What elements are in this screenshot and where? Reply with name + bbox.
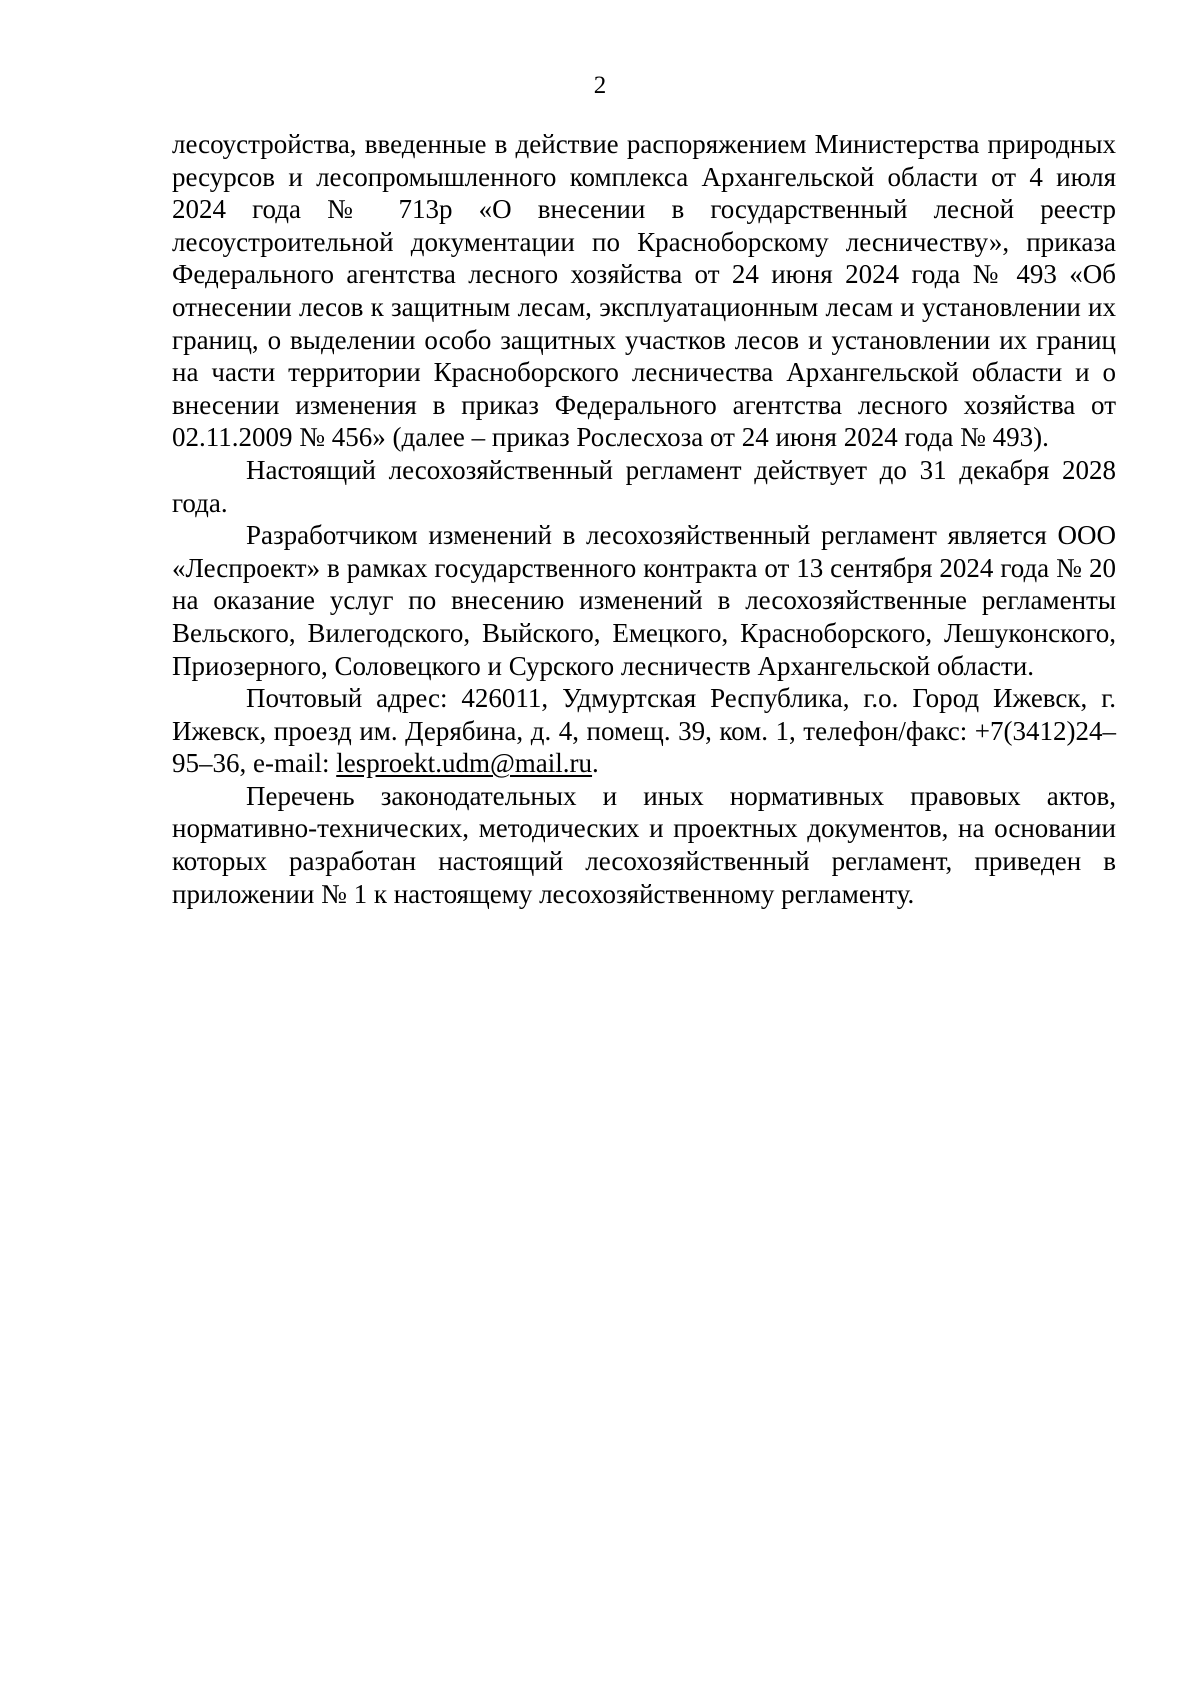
email-link[interactable]: lesproekt.udm@mail.ru <box>336 748 593 779</box>
page-number: 2 <box>593 72 607 99</box>
paragraph-developer: Разработчиком изменений в лесохозяйственный регламент является ООО «Леспроект» в рамках государственного контракта от 13 сентября 2024 года № 20 на оказание услуг по внесению изменений в лесохозяйственные регламенты Вельского, Вилегодского, Выйского, Емецкого, Красноборского, Лешуконского, Приозерного, Соловецкого и Сурского лесничеств Архангельской области. <box>172 520 1116 681</box>
paragraph-legal-basis-continuation: лесоустройства, введенные в действие распоряжением Министерства природных ресурсов и лесопромышленного комплекса Архангельской области от 4 июля 2024 года № 713р «О внесении в государственный лесной реестр лесоустроительной документации по Красноборскому лесничеству», приказа Федерального агентства лесного хозяйства от 24 июня 2024 года № 493 «Об отнесении лесов к защитным лесам, эксплуатационным лесам и установлении их границ, о выделении особо защитных участков лесов и установлении их границ на части территории Красноборского лесничества Архангельской области и о внесении изменения в приказ Федерального агентства лесного хозяйства от 02.11.2009 № 456» (далее – приказ Рослесхоза от 24 июня 2024 года № 493). <box>172 129 1116 453</box>
document-body <box>172 128 1116 910</box>
paragraph-validity-period: Настоящий лесохозяйственный регламент действует до 31 декабря 2028 года. <box>172 454 1116 518</box>
postal-address-text: Почтовый адрес: 426011, Удмуртская Республика, г.о. Город Ижевск, г. Ижевск, проезд им. Дерябина, д. 4, помещ. 39, ком. 1, телефон/факс: +7(3412)24–95–36, e-mail: <box>172 683 1116 779</box>
postal-address-end: . <box>592 748 599 779</box>
paragraph-documents-list: Перечень законодательных и иных нормативных правовых актов, нормативно-технических, методических и проектных документов, на основании которых разработан настоящий лесохозяйственный регламент, приведен в приложении № 1 к настоящему лесохозяйственному регламенту. <box>172 780 1116 909</box>
paragraph-postal-address <box>172 682 1116 780</box>
